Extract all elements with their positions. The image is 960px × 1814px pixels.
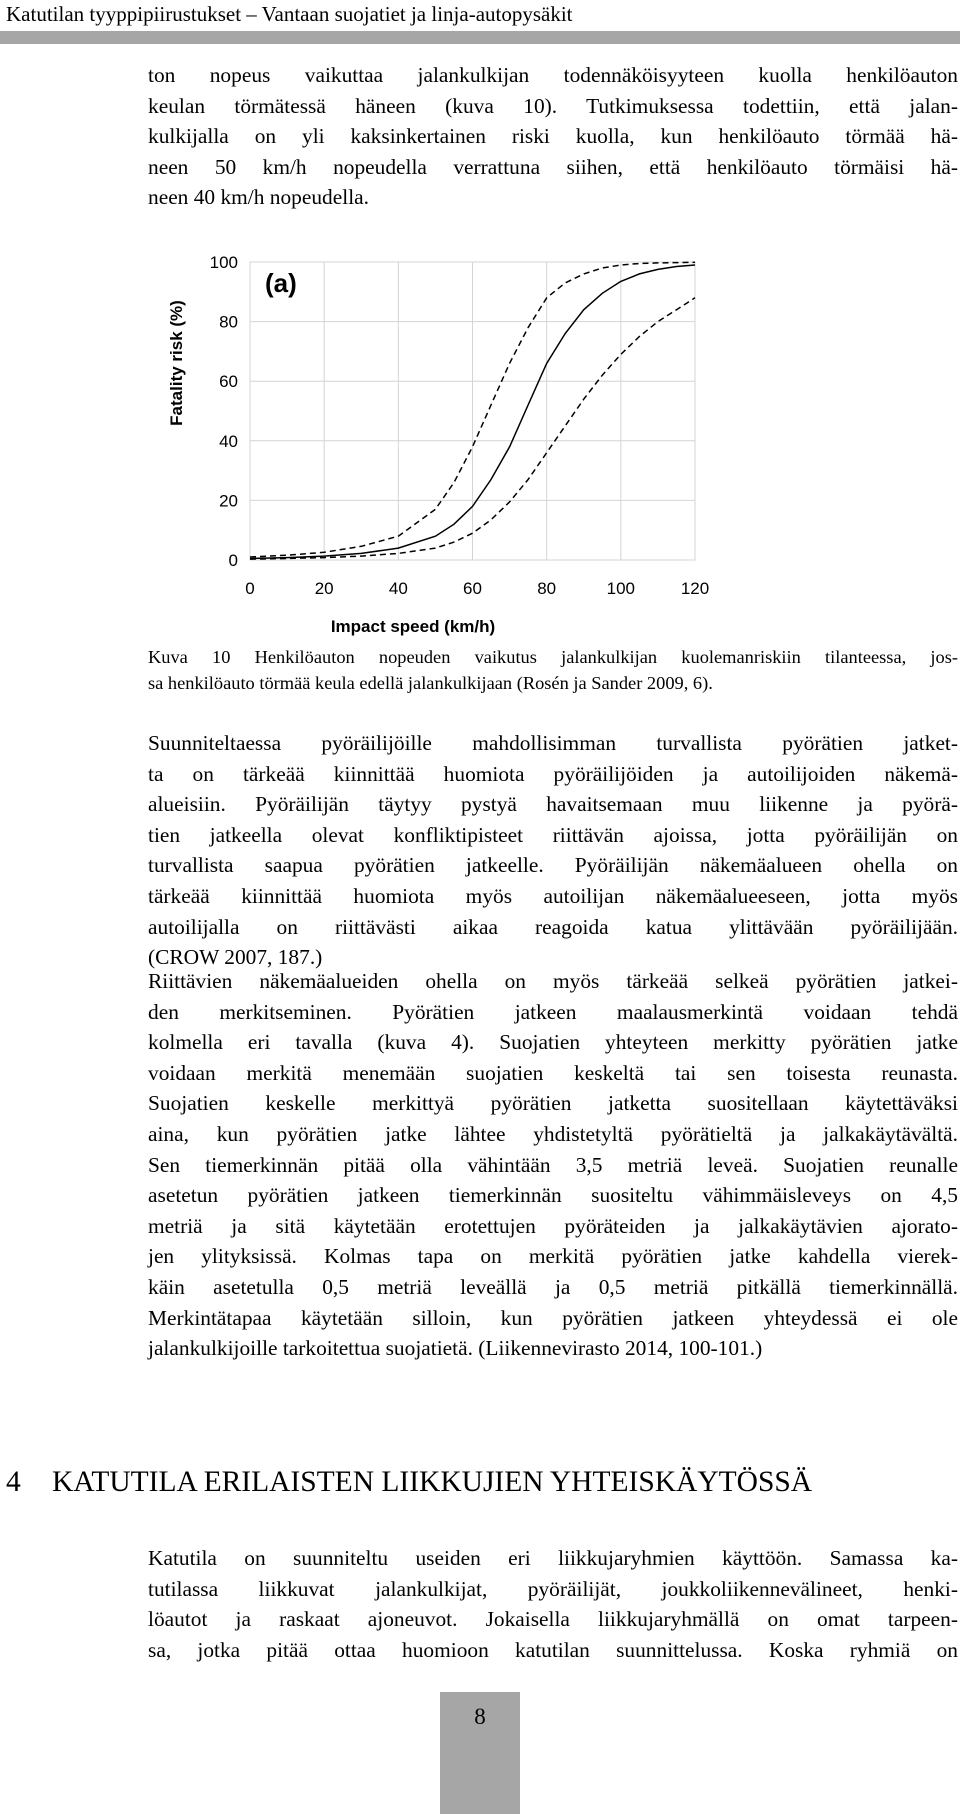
text-line: Riittävien näkemäalueiden ohella on myös tärkeää selkeä pyörätien jatkei- [148, 969, 958, 993]
paragraph-2 [148, 728, 958, 973]
text-line: Suojatien keskelle merkittyä pyörätien jatketta suositellaan käytettäväksi [148, 1091, 958, 1116]
text-line: alueisiin. Pyöräilijän täytyy pystyä havaitsemaan muu liikenne ja pyörä- [148, 792, 958, 817]
paragraph-4 [148, 1543, 958, 1665]
y-tick-label: 20 [219, 491, 238, 511]
text-line: metriä ja sitä käytetään erotettujen pyöräteiden ja jalkakäytävien ajorato- [148, 1213, 958, 1238]
x-tick-label: 20 [314, 579, 334, 598]
fatality-risk-chart [160, 248, 720, 638]
document-title: Katutilan tyyppipiirustukset – Vantaan suojatiet ja linja-autopysäkit [6, 2, 573, 26]
page-number: 8 [474, 1704, 486, 1729]
text-line: (CROW 2007, 187.) [148, 945, 323, 970]
panel-label: (a) [265, 268, 297, 298]
y-tick-label: 80 [219, 312, 238, 332]
text-line: sa, jotka pitää ottaa huomioon katutilan suunnittelussa. Koska ryhmiä on [148, 1637, 958, 1662]
fatality-risk-figure [160, 248, 720, 638]
y-tick-label: 40 [219, 431, 238, 451]
caption-line: Kuva 10 Henkilöauton nopeuden vaikutus jalankulkijan kuolemanriskiin tilanteessa, jos- [148, 647, 958, 667]
paragraph-1 [148, 60, 958, 213]
x-tick-label: 40 [388, 579, 408, 598]
text-line: Sen tiemerkinnän pitää olla vähintään 3,5 metriä leveä. Suojatien reunalle [148, 1152, 958, 1177]
text-line: jalankulkijoille tarkoitettua suojatietä. (Liikennevirasto 2014, 100-101.) [148, 1336, 763, 1361]
text-line: neen 40 km/h nopeudella. [148, 185, 369, 210]
text-line: tien jatkeella olevat konfliktipisteet riittävän ajoissa, jotta pyöräilijän on [148, 822, 958, 847]
header-rule [0, 31, 960, 44]
text-line: ta on tärkeää kiinnittää huomiota pyöräilijöiden ja autoilijoiden näkemä- [148, 761, 958, 786]
x-tick-label: 120 [680, 579, 710, 598]
text-line: käin asetetulla 0,5 metriä leveällä ja 0,5 metriä pitkällä tiemerkinnällä. [148, 1274, 958, 1299]
text-line: den merkitseminen. Pyörätien jatkeen maalausmerkintä voidaan tehdä [148, 999, 958, 1024]
paragraph-3 [148, 966, 958, 1364]
text-line: jen ylityksissä. Kolmas tapa on merkitä pyörätien jatke kahdella vierek- [148, 1244, 958, 1269]
text-line: kulkijalla on yli kaksinkertainen riski kuolla, kun henkilöauto törmää hä- [148, 124, 958, 149]
x-tick-label: 100 [606, 579, 636, 598]
text-line: ton nopeus vaikuttaa jalankulkijan todennäköisyyteen kuolla henkilöauton [148, 63, 958, 87]
text-line: neen 50 km/h nopeudella verrattuna siihen, että henkilöauto törmäisi hä- [148, 154, 958, 179]
y-tick-label: 0 [228, 551, 238, 570]
text-line: turvallista saapua pyörätien jatkeelle. Pyöräilijän näkemäalueen ohella on [148, 853, 958, 878]
page-number-box [440, 1692, 520, 1814]
x-axis-label: Impact speed (km/h) [330, 617, 496, 636]
caption-line: sa henkilöauto törmää keula edellä jalankulkijaan (Rosén ja Sander 2009, 6). [148, 673, 713, 693]
text-line: Katutila on suunniteltu useiden eri liikkujaryhmien käyttöön. Samassa ka- [148, 1546, 958, 1570]
running-header [0, 0, 960, 32]
y-axis-label: Fatality risk (%) [167, 300, 186, 426]
x-tick-label: 60 [463, 579, 482, 598]
section-heading [6, 1462, 946, 1502]
text-line: Merkintätapaa käytetään silloin, kun pyörätien jatkeen yhteydessä ei ole [148, 1305, 958, 1330]
section-number: 4 [6, 1466, 21, 1498]
text-line: kolmella eri tavalla (kuva 4). Suojatien yhteyteen merkitty pyörätien jatke [148, 1030, 958, 1055]
text-line: tärkeää kiinnittää huomiota myös autoilijan näkemäalueeseen, jotta myös [148, 883, 958, 908]
section-title: KATUTILA ERILAISTEN LIIKKUJIEN YHTEISKÄYTÖSSÄ [52, 1466, 813, 1498]
text-line: aina, kun pyörätien jatke lähtee yhdistetyltä pyörätieltä ja jalkakäytävältä. [148, 1121, 958, 1146]
text-line: asetetun pyörätien jatkeen tiemerkinnän suositeltu vähimmäisleveys on 4,5 [148, 1183, 958, 1208]
y-tick-label: 60 [219, 372, 238, 392]
text-line: tutilassa liikkuvat jalankulkijat, pyöräilijät, joukkoliikennevälineet, henki- [148, 1576, 958, 1601]
text-line: voidaan merkitä menemään suojatien keskeltä tai sen toisesta reunasta. [148, 1060, 958, 1085]
text-line: autoilijalla on riittävästi aikaa reagoida katua ylittävään pyöräilijään. [148, 914, 958, 939]
text-line: Suunniteltaessa pyöräilijöille mahdollisimman turvallista pyörätien jatket- [148, 731, 958, 755]
y-tick-label: 100 [209, 253, 238, 272]
x-tick-label: 80 [537, 579, 557, 598]
x-tick-label: 0 [245, 579, 255, 598]
text-line: löautot ja raskaat ajoneuvot. Jokaisella liikkujaryhmällä on omat tarpeen- [148, 1607, 958, 1632]
text-line: keulan törmätessä häneen (kuva 10). Tutkimuksessa todettiin, että jalan- [148, 93, 958, 118]
figure-caption [148, 644, 958, 696]
